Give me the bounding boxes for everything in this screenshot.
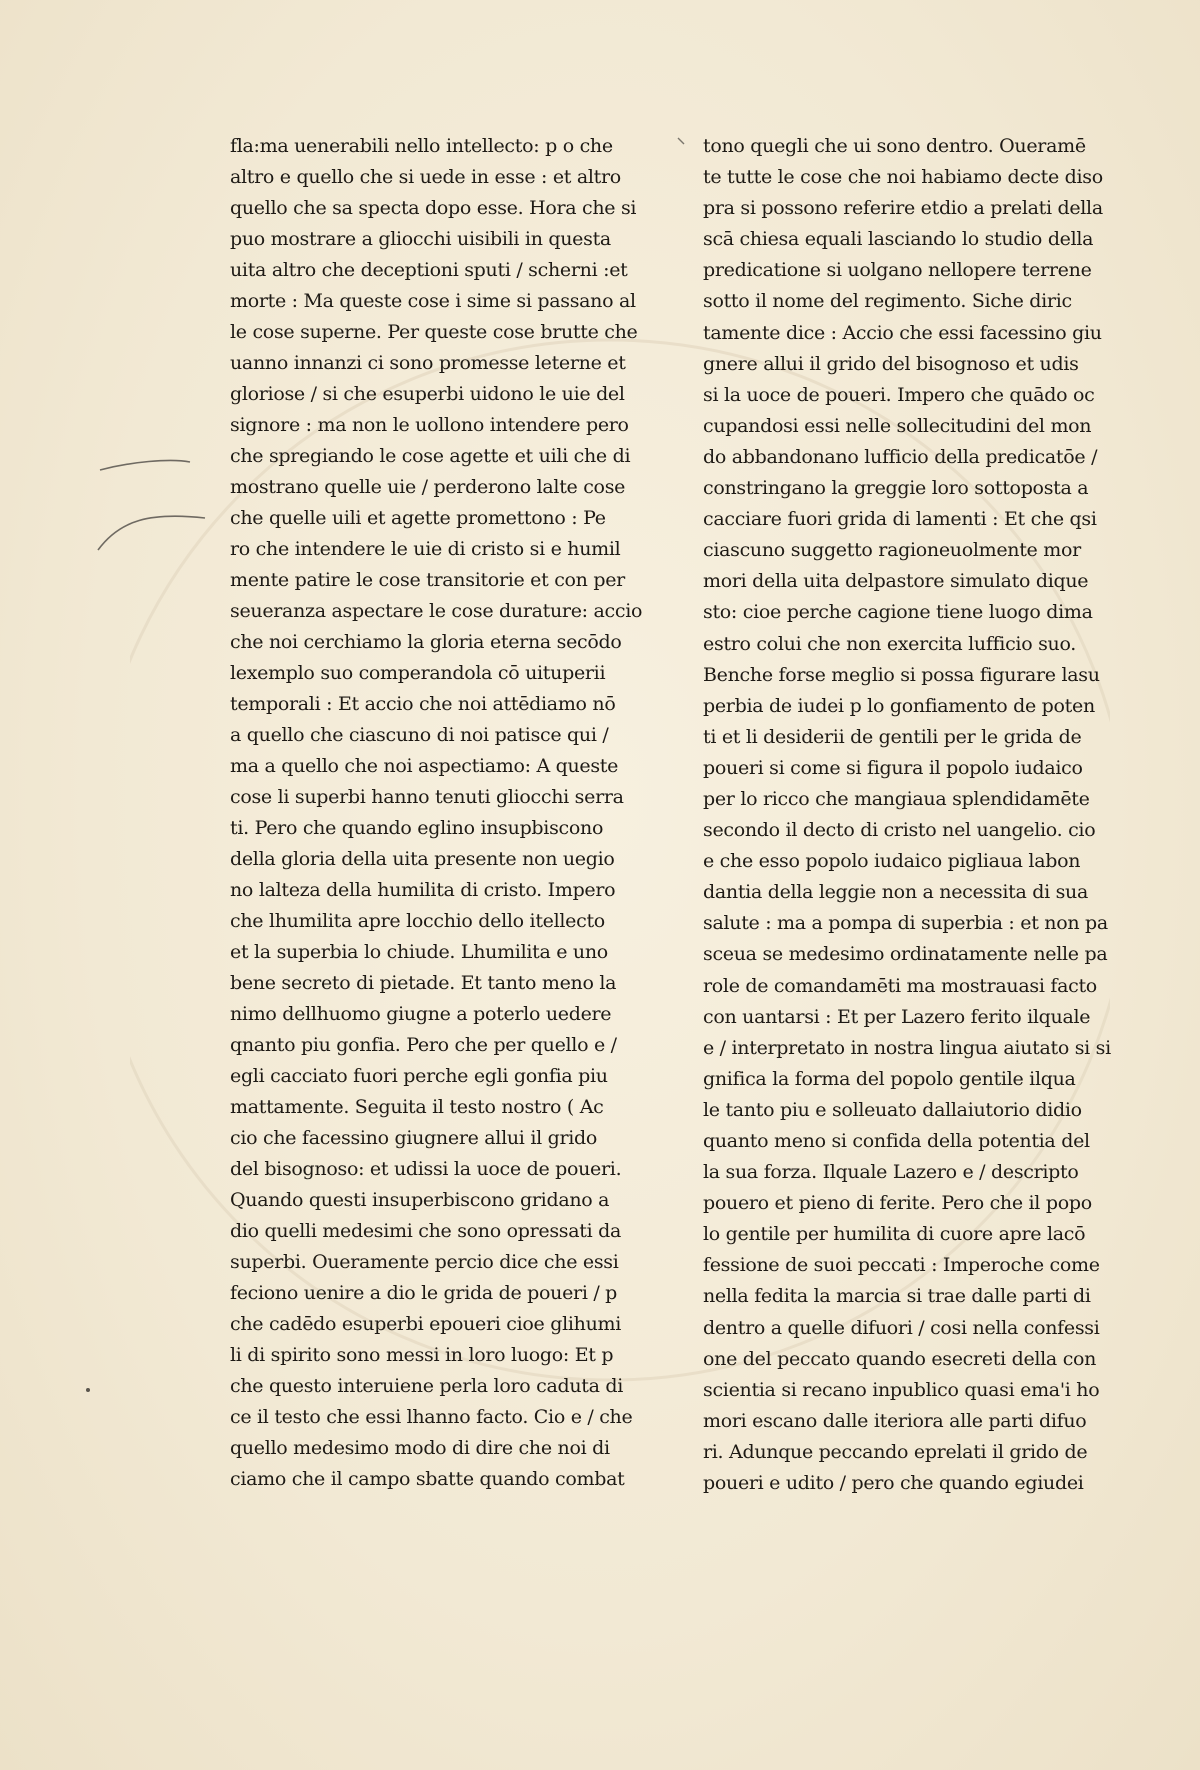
text-line: cio che facessino giugnere allui il grido	[230, 1127, 598, 1149]
text-line: mori escano dalle iteriora alle parti difuo	[703, 1409, 1087, 1432]
text-line: cupandosi essi nelle sollecitudini del mon	[703, 414, 1092, 437]
text-line: one del peccato quando esecreti della con	[703, 1347, 1097, 1370]
text-line: lexemplo suo comperandola cō uituperii	[230, 662, 606, 684]
text-line: perbia de iudei p lo gonfiamento de poten	[703, 694, 1095, 717]
text-line: ciascuno suggetto ragioneuolmente mor	[703, 539, 1081, 562]
text-line: mente patire le cose transitorie et con per	[230, 569, 625, 591]
text-line: che lhumilita apre locchio dello itellecto	[230, 910, 605, 932]
text-line: che quelle uili et agette promettono : Pe	[230, 507, 606, 529]
text-line: mori della uita delpastore simulato dique	[703, 570, 1089, 593]
text-line: puo mostrare a gliocchi uisibili in questa	[230, 228, 611, 250]
text-line: sceua se medesimo ordinatamente nelle pa	[703, 943, 1108, 966]
text-line: tamente dice : Accio che essi facessino giu	[703, 321, 1102, 344]
text-line: fessione de suoi peccati : Imperoche come	[703, 1254, 1100, 1277]
text-line: gnere allui il grido del bisognoso et udis	[703, 352, 1079, 375]
text-line: e / interpretato in nostra lingua aiutato si si	[703, 1036, 1111, 1059]
text-line: te tutte le cose che noi habiamo decte diso	[703, 166, 1103, 189]
text-line: role de comandamēti ma mostrauasi facto	[703, 974, 1097, 997]
text-line: nimo dellhuomo giugne a poterlo uedere	[230, 1003, 612, 1025]
text-line: constringano la greggie loro sottoposta a	[703, 477, 1089, 500]
text-line: mostrano quelle uie / perderono lalte cose	[230, 476, 626, 498]
text-line: estro colui che non exercita lufficio suo.	[703, 632, 1077, 655]
text-line: ce il testo che essi lhanno facto. Cio e / che	[230, 1406, 633, 1428]
text-line: dio quelli medesimi che sono opressati da	[230, 1220, 622, 1242]
text-line: che spregiando le cose agette et uili che di	[230, 445, 631, 467]
text-line: uita altro che deceptioni sputi / scherni :et	[230, 259, 628, 281]
text-line: superbi. Oueramente percio dice che essi	[230, 1251, 619, 1273]
text-line: ro che intendere le uie di cristo si e humil	[230, 538, 621, 560]
text-line: fla:ma uenerabili nello intellecto: p o che	[230, 135, 613, 157]
text-line: pra si possono referire etdio a prelati della	[703, 197, 1103, 220]
text-line: ti et li desiderii de gentili per le grida de	[703, 725, 1082, 748]
text-line: tono quegli che ui sono dentro. Oueramē	[703, 135, 1086, 157]
text-line: do abbandonano lufficio della predicatōe /	[703, 445, 1098, 468]
text-line: le tanto piu e solleuato dallaiutorio didio	[703, 1098, 1082, 1121]
text-line: Benche forse meglio si possa figurare lasu	[703, 663, 1100, 686]
text-line: le cose superne. Per queste cose brutte che	[230, 321, 638, 343]
text-line: ma a quello che noi aspectiamo: A queste	[230, 755, 619, 777]
text-line: pouero et pieno di ferite. Pero che il popo	[703, 1192, 1092, 1215]
text-line: li di spirito sono messi in loro luogo: Et p	[230, 1344, 614, 1366]
text-line: gloriose / si che esuperbi uidono le uie del	[230, 383, 625, 405]
text-line: signore : ma non le uollono intendere pero	[230, 414, 629, 436]
text-line: dantia della leggie non a necessita di sua	[703, 881, 1088, 904]
text-line: ti. Pero che quando eglino insupbiscono	[230, 817, 604, 839]
text-line: gnifica la forma del popolo gentile ilqua	[703, 1067, 1076, 1090]
text-line: temporali : Et accio che noi attēdiamo nō	[230, 693, 616, 715]
text-line: feciono uenire a dio le grida de poueri / p	[230, 1282, 618, 1304]
text-line: si la uoce de poueri. Impero che quādo oc	[703, 383, 1095, 406]
text-line: ri. Adunque peccando eprelati il grido de	[703, 1440, 1088, 1463]
text-line: e che esso popolo iudaico pigliaua labon	[703, 850, 1081, 873]
text-line: predicatione si uolgano nellopere terrene	[703, 259, 1092, 282]
text-line: cose li superbi hanno tenuti gliocchi serra	[230, 786, 624, 808]
text-line: et la superbia lo chiude. Lhumilita e uno	[230, 941, 608, 963]
text-line: salute : ma a pompa di superbia : et non pa	[703, 912, 1108, 935]
text-line: no lalteza della humilita di cristo. Impero	[230, 879, 616, 901]
text-line: quanto meno si confida della potentia del	[703, 1130, 1090, 1152]
text-line: poueri e udito / pero che quando egiudei	[703, 1472, 1084, 1495]
text-line: con uantarsi : Et per Lazero ferito ilquale	[703, 1005, 1091, 1028]
text-line: Quando questi insuperbiscono gridano a	[230, 1189, 610, 1211]
text-line: bene secreto di pietade. Et tanto meno la	[230, 972, 617, 994]
text-line: secondo il decto di cristo nel uangelio. cio	[703, 819, 1096, 842]
text-line: la sua forza. Ilquale Lazero e / descripto	[703, 1161, 1079, 1184]
text-line: che cadēdo esuperbi epoueri cioe glihumi	[230, 1313, 622, 1335]
margin-pen-strokes	[80, 440, 220, 560]
text-line: egli cacciato fuori perche egli gonfia piu	[230, 1065, 608, 1087]
text-line: uanno innanzi ci sono promesse leterne et	[230, 352, 626, 374]
text-line: che questo interuiene perla loro caduta di	[230, 1375, 624, 1397]
text-line: quello che sa specta dopo esse. Hora che si	[230, 197, 637, 219]
text-line: scientia si recano inpublico quasi ema'i ho	[703, 1378, 1100, 1401]
margin-dot	[84, 1386, 94, 1396]
text-line: morte : Ma queste cose i sime si passano al	[230, 290, 636, 312]
text-line: poueri si come si figura il popolo iudaico	[703, 756, 1083, 779]
text-line: lo gentile per humilita di cuore apre lacō	[703, 1223, 1086, 1246]
text-line: qnanto piu gonfia. Pero che per quello e /	[230, 1034, 617, 1056]
text-column-right	[703, 131, 1135, 1499]
text-line: dentro a quelle difuori / cosi nella confessi	[703, 1316, 1100, 1339]
text-line: scā chiesa equali lasciando lo studio della	[703, 228, 1094, 251]
text-line: seueranza aspectare le cose durature: accio	[230, 600, 643, 622]
text-line: per lo ricco che mangiaua splendidamēte	[703, 787, 1090, 810]
text-line: del bisognoso: et udissi la uoce de poueri.	[230, 1158, 622, 1180]
text-line: quello medesimo modo di dire che noi di	[230, 1437, 610, 1459]
margin-ticks	[670, 128, 700, 168]
text-line: ciamo che il campo sbatte quando combat	[230, 1468, 625, 1490]
text-line: della gloria della uita presente non uegio	[230, 848, 615, 870]
text-line: nella fedita la marcia si trae dalle parti di	[703, 1285, 1091, 1308]
text-line: mattamente. Seguita il testo nostro ( Ac	[230, 1096, 604, 1118]
text-line: sotto il nome del regimento. Siche diric	[703, 290, 1072, 313]
text-line: sto: cioe perche cagione tiene luogo dima	[703, 601, 1093, 624]
text-line: che noi cerchiamo la gloria eterna secōdo	[230, 631, 622, 653]
text-column-left	[230, 131, 670, 1495]
text-line: cacciare fuori grida di lamenti : Et che qsi	[703, 508, 1097, 531]
text-line: a quello che ciascuno di noi patisce qui /	[230, 724, 609, 746]
text-line: altro e quello che si uede in esse : et altro	[230, 166, 621, 188]
